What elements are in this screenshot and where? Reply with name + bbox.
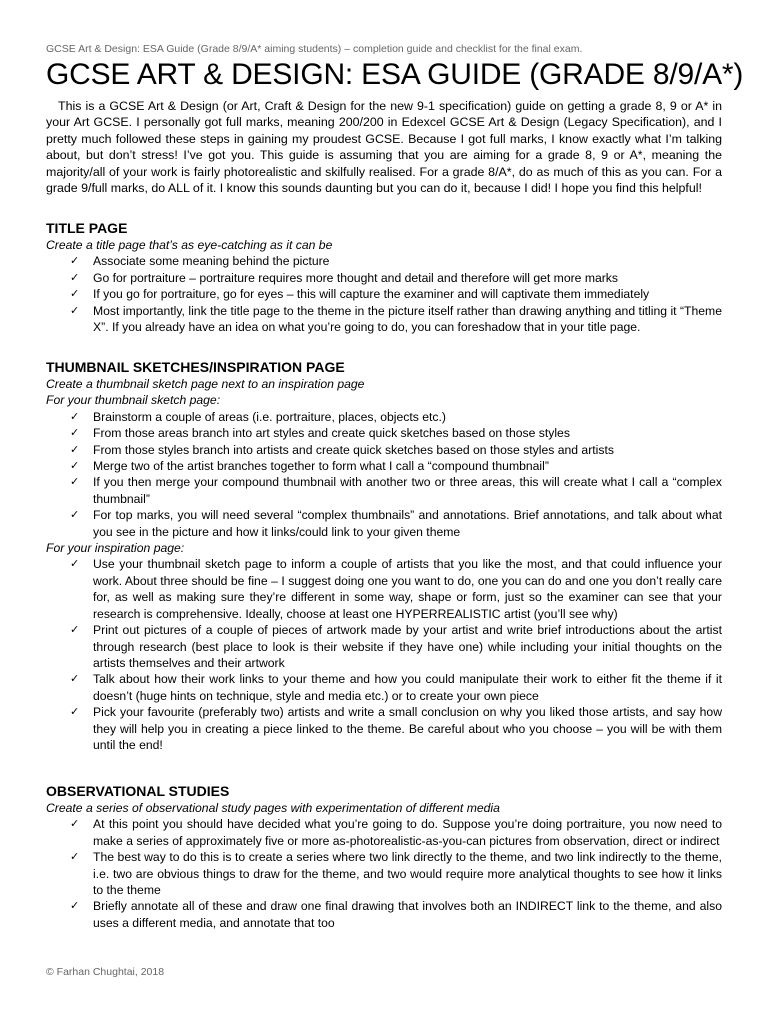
section-subheading: Create a title page that’s as eye-catching as it can be <box>46 238 333 252</box>
checkmark-icon: ✓ <box>70 475 80 489</box>
checklist <box>46 816 722 931</box>
checkmark-icon: ✓ <box>70 270 80 284</box>
checkmark-icon: ✓ <box>70 254 80 268</box>
checkmark-icon: ✓ <box>70 672 80 686</box>
observational-section <box>46 782 722 931</box>
checkmark-icon: ✓ <box>70 303 80 317</box>
section-heading: OBSERVATIONAL STUDIES <box>46 783 230 799</box>
section-heading: TITLE PAGE <box>46 220 128 236</box>
checklist <box>46 556 722 753</box>
checklist-item: ✓ If you then merge your compound thumbnail with another two or three areas, this will create what I call a “complex thumbnail” <box>70 475 722 506</box>
checklist-item: ✓ Brainstorm a couple of areas (i.e. portraiture, places, objects etc.) <box>70 409 446 424</box>
checklist <box>46 409 722 540</box>
running-header: GCSE Art & Design: ESA Guide (Grade 8/9/A* aiming students) – completion guide and checklist for the final exam. <box>46 43 583 55</box>
checklist-item: ✓ Use your thumbnail sketch page to inform a couple of artists that you like the most, and that could influence your work. About three should be fine – I suggest doing one you want to do, one you can do and one you don’t really care for, as well as making sure they’re different in some way, shape or form, just so the examiner can see that your research is comprehensive. Ideally, choose at least one HYPERREALISTIC artist (you’ll see why) <box>70 557 722 621</box>
sketch-page-label: For your thumbnail sketch page: <box>46 393 221 408</box>
section-subheading: Create a series of observational study pages with experimentation of different media <box>46 801 500 815</box>
checklist-item: ✓ Talk about how their work links to your theme and how you could manipulate their work to either fit the theme if it doesn’t (huge hints on technique, style and media etc.) or to create your own piece <box>70 672 722 703</box>
checkmark-icon: ✓ <box>70 459 80 473</box>
title-page-section <box>46 219 722 335</box>
checkmark-icon: ✓ <box>70 623 80 637</box>
checklist-item: ✓ If you go for portraiture, go for eyes – this will capture the examiner and will captivate them immediately <box>70 287 650 302</box>
checkmark-icon: ✓ <box>70 850 80 864</box>
checkmark-icon: ✓ <box>70 426 80 440</box>
thumbnail-section <box>46 358 722 753</box>
checkmark-icon: ✓ <box>70 557 80 571</box>
section-subheading: Create a thumbnail sketch page next to an inspiration page <box>46 377 365 391</box>
checklist-item: ✓ From those styles branch into artists and create quick sketches based on those styles and artists <box>70 442 614 457</box>
footer-copyright: © Farhan Chughtai, 2018 <box>46 966 165 978</box>
checkmark-icon: ✓ <box>70 705 80 719</box>
checklist-item: ✓ From those areas branch into art styles and create quick sketches based on those styles <box>70 426 570 441</box>
checklist-item: ✓ Briefly annotate all of these and draw one final drawing that involves both an INDIRECT link to the theme, and also uses a different media, and annotate that too <box>70 899 722 930</box>
section-heading: THUMBNAIL SKETCHES/INSPIRATION PAGE <box>46 359 345 375</box>
checklist-item: ✓ Print out pictures of a couple of pieces of artwork made by your artist and write brief introductions about the artist through research (best place to look is their website if they have one) while including your initial thoughts on the artists themselves and their artwork <box>70 623 722 670</box>
checkmark-icon: ✓ <box>70 817 80 831</box>
checkmark-icon: ✓ <box>70 409 80 423</box>
checklist-item: ✓ Most importantly, link the title page to the theme in the picture itself rather than drawing anything and titling it “Theme X”. If you already have an idea on what you’re going to do, you can foreshadow that in your title page. <box>70 303 722 335</box>
intro-paragraph: This is a GCSE Art & Design (or Art, Craft & Design for the new 9-1 specification) guide on getting a grade 8, 9 or A* in your Art GCSE. I personally got full marks, meaning 200/200 in Edexcel GCSE Art & Design (Legacy Specification), and I pretty much followed these steps in gaining my proudest GCSE. Because I got full marks, I know exactly what I’m talking about, but don’t stress! I’ve got you. This guide is assuming that you are aiming for a grade 8, 9 or A*, meaning the majority/all of your work is fairly photorealistic and skilfully realised. For a grade 8/A*, do as much of this as you can. For a grade 9/full marks, do ALL of it. I know this sounds daunting but you can do it, because I did! I hope you find this helpful! <box>46 99 722 196</box>
checkmark-icon: ✓ <box>70 508 80 522</box>
checklist <box>46 253 722 335</box>
inspiration-page-label: For your inspiration page: <box>46 541 185 556</box>
page-title: GCSE ART & DESIGN: ESA GUIDE (GRADE 8/9/A*) <box>46 58 744 91</box>
checkmark-icon: ✓ <box>70 899 80 913</box>
checklist-item: ✓ Pick your favourite (preferably two) artists and write a small conclusion on why you liked those artists, and say how they will help you in creating a piece linked to the theme. Be careful about who you choose – you will be with them until the end! <box>70 705 722 752</box>
checklist-item: ✓ The best way to do this is to create a series where two link directly to the theme, and two link indirectly to the theme, i.e. two are obvious things to draw for the theme, and two would require more analytical thoughts to see how it links to the theme <box>70 850 722 898</box>
checklist-item: ✓ Merge two of the artist branches together to form what I call a “compound thumbnail” <box>70 459 549 474</box>
checkmark-icon: ✓ <box>70 287 80 301</box>
checklist-item: ✓ For top marks, you will need several “complex thumbnails” and annotations. Brief annotations, and talk about what you see in the picture and how it links/could link to your given theme <box>70 508 722 539</box>
checklist-item: ✓ Associate some meaning behind the picture <box>70 254 330 269</box>
checklist-item: ✓ Go for portraiture – portraiture requires more thought and detail and therefore will get more marks <box>70 270 618 285</box>
checklist-item: ✓ At this point you should have decided what you’re going to do. Suppose you’re doing portraiture, you now need to make a series of approximately five or more as-photorealistic-as-you-can pictures from observation, direct or indirect <box>70 817 722 848</box>
checkmark-icon: ✓ <box>70 442 80 456</box>
